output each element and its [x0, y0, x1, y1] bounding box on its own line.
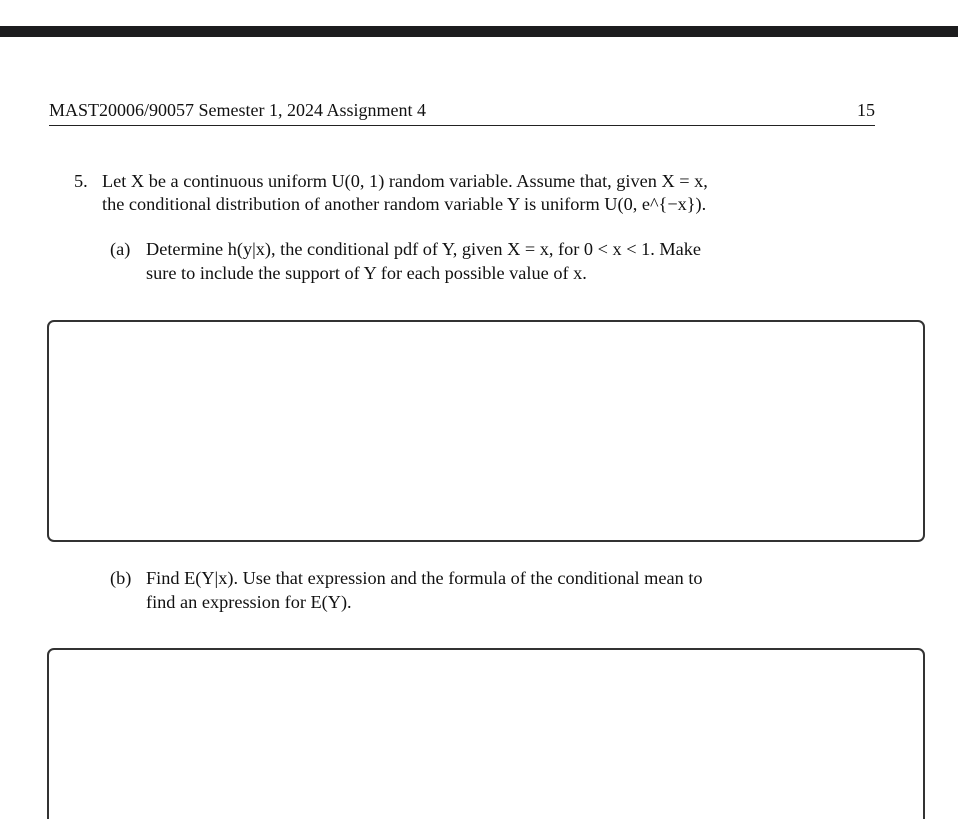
answer-box-part-b[interactable] [47, 648, 925, 819]
part-a-text-line-2: sure to include the support of Y for each possible value of x. [146, 263, 587, 283]
page-number: 15 [857, 100, 875, 120]
part-a-label: (a) [110, 239, 131, 259]
page-header [49, 100, 875, 126]
part-b-label: (b) [110, 568, 132, 588]
question-text-line-2: the conditional distribution of another random variable Y is uniform U(0, e^{−x}). [102, 194, 707, 214]
top-border-bar [0, 26, 958, 37]
part-b-text-line-2: find an expression for E(Y). [146, 592, 352, 612]
answer-box-part-a[interactable] [47, 320, 925, 542]
part-a-text-line-1: Determine h(y|x), the conditional pdf of Y, given X = x, for 0 < x < 1. Make [146, 239, 701, 259]
question-text-line-1: Let X be a continuous uniform U(0, 1) random variable. Assume that, given X = x, [102, 171, 708, 191]
part-b-text-line-1: Find E(Y|x). Use that expression and the formula of the conditional mean to [146, 568, 703, 588]
question-number: 5. [74, 171, 88, 191]
header-title: MAST20006/90057 Semester 1, 2024 Assignment 4 [49, 100, 426, 120]
